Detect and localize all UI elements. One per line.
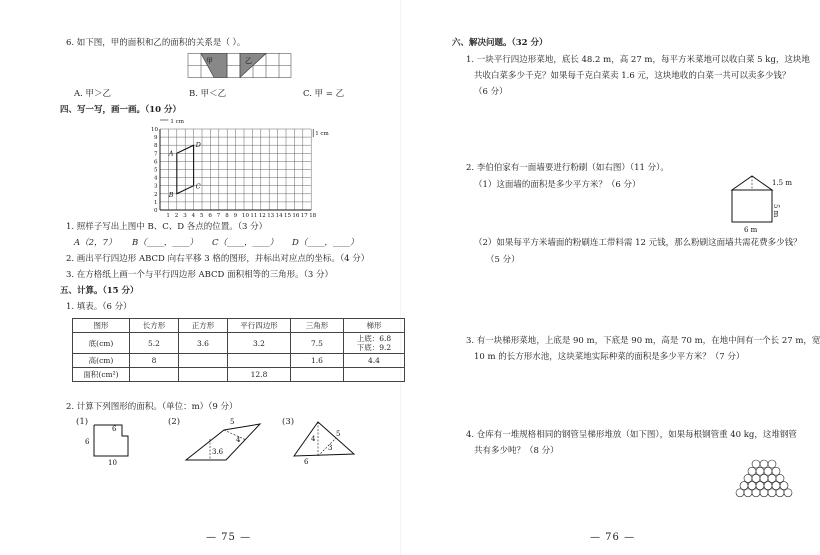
- table-header: 正方形: [179, 319, 228, 333]
- pipe: [756, 482, 764, 490]
- point-a-label: A: [168, 149, 174, 158]
- table-header: 三角形: [291, 319, 344, 333]
- figure-2-shape: [174, 412, 264, 466]
- table-cell[interactable]: [228, 354, 291, 368]
- fig3-side: 5: [336, 430, 341, 438]
- page-divider: [400, 0, 401, 555]
- q6-option-c: C. 甲 = 乙: [303, 89, 345, 99]
- table-header: 图形: [73, 319, 130, 333]
- section4-q3: 3. 在方格纸上画一个与平行四边形 ABCD 面积相等的三角形。（3 分）: [66, 270, 333, 280]
- pipe: [752, 460, 760, 468]
- pipe: [768, 489, 776, 497]
- pipe: [764, 482, 772, 490]
- pipe: [776, 474, 784, 482]
- y-tick-label: 7: [154, 151, 158, 158]
- r-q2-sub1: （1）这面墙的面积是多少平方米？（6 分）: [474, 180, 641, 190]
- y-tick-label: 5: [154, 167, 158, 174]
- fig1-bottom: 10: [108, 459, 117, 467]
- table-cell: 5.2: [130, 333, 179, 354]
- x-tick-label: 16: [292, 213, 300, 219]
- section5-q2: 2. 计算下列图形的面积。（单位：m）（9 分）: [66, 402, 238, 412]
- section4-q1: 1. 照样子写出上图中 B、C、D 各点的位置。（3 分）: [66, 222, 268, 232]
- y-tick-label: 1: [154, 199, 158, 206]
- pipe: [784, 489, 792, 497]
- label-yi: 乙: [245, 57, 252, 65]
- point-d-label: D: [195, 141, 201, 150]
- table-cell: 底(cm): [73, 333, 130, 354]
- fig1-left: 6: [85, 438, 90, 446]
- table-header: 平行四边形: [228, 319, 291, 333]
- y-tick-label: 0: [154, 208, 158, 214]
- figure-1-shape: [84, 420, 154, 466]
- r-q2-sub2: （2）如果每平方米墙面的粉刷连工带料需 12 元钱，那么粉刷这面墙共需花费多少钱？: [474, 238, 802, 248]
- table-cell: 8: [130, 354, 179, 368]
- x-tick-label: 14: [275, 213, 283, 219]
- y-tick-label: 9: [154, 135, 158, 142]
- x-tick-label: 2: [174, 213, 179, 219]
- table-cell[interactable]: [179, 368, 228, 382]
- x-tick-label: 1: [166, 213, 170, 219]
- pipe-stack-figure: [730, 456, 798, 510]
- y-tick-label: 3: [154, 183, 158, 190]
- fill-table: [72, 318, 405, 382]
- x-tick-label: 12: [258, 213, 266, 219]
- section5-q1: 1. 填表。（6 分）: [66, 302, 132, 312]
- label-jia: 甲: [206, 57, 213, 65]
- r-q1-line3: （6 分）: [474, 87, 508, 97]
- x-tick-label: 18: [309, 213, 317, 219]
- r-q4-line2: 共有多少吨？（8 分）: [474, 446, 559, 456]
- y-tick-label: 10: [151, 127, 158, 133]
- y-tick-label: 2: [154, 191, 158, 198]
- pipe: [752, 474, 760, 482]
- table-cell: 3.2: [228, 333, 291, 354]
- pipe: [748, 467, 756, 475]
- fig2-label: (2): [168, 417, 181, 427]
- section5-title: 五、计算。（15 分）: [60, 286, 139, 296]
- fig1-top: 6: [112, 425, 117, 433]
- pipe: [768, 460, 776, 468]
- x-tick-label: 15: [284, 213, 291, 219]
- x-tick-label: 5: [200, 213, 204, 219]
- r-q2-sub2-score: （5 分）: [486, 255, 520, 265]
- table-cell: 12.8: [228, 368, 291, 382]
- coordinate-grid: [144, 118, 329, 220]
- pipe: [772, 467, 780, 475]
- r-q1-line1: 1. 一块平行四边形菜地，底长 48.2 m，高 27 m，每平方米菜地可以收白菜 5 kg，这块地: [466, 55, 810, 65]
- pipe: [744, 489, 752, 497]
- pipe: [772, 482, 780, 490]
- section4-title: 四、写一写，画一画。（10 分）: [60, 105, 182, 115]
- fig3-base: 6: [304, 458, 309, 466]
- section6-title: 六、解决问题。（32 分）: [452, 38, 548, 48]
- table-header: 梯形: [344, 319, 405, 333]
- x-tick-label: 8: [225, 213, 229, 219]
- fig2-top: 5: [230, 418, 235, 426]
- wall-width: 6 m: [744, 226, 758, 234]
- table-cell: 1.6: [291, 354, 344, 368]
- wall-roof-height: 1.5 m: [772, 179, 792, 187]
- pipe: [748, 482, 756, 490]
- x-tick-label: 3: [183, 213, 187, 219]
- pipe: [752, 489, 760, 497]
- table-header: 长方形: [130, 319, 179, 333]
- table-cell[interactable]: [291, 368, 344, 382]
- q6-option-b: B. 甲＜乙: [189, 89, 227, 99]
- table-cell: 上底：6.8 下底：9.2: [344, 333, 405, 354]
- q6-text: 6. 如下图，甲的面积和乙的面积的关系是（ ）。: [66, 38, 246, 48]
- pipe: [760, 474, 768, 482]
- x-tick-label: 9: [233, 213, 238, 219]
- q6-figure: [188, 53, 292, 79]
- y-tick-label: 6: [154, 159, 158, 166]
- pipe: [760, 460, 768, 468]
- x-tick-label: 11: [250, 213, 258, 219]
- fig2-height: 3.6: [212, 448, 224, 456]
- x-tick-label: 10: [242, 213, 249, 219]
- table-cell[interactable]: [344, 368, 405, 382]
- pipe: [768, 474, 776, 482]
- wall-figure: [726, 168, 796, 236]
- pipe: [756, 467, 764, 475]
- pipe: [740, 482, 748, 490]
- table-cell: 4.4: [344, 354, 405, 368]
- pipe: [776, 489, 784, 497]
- answer-b[interactable]: B（____，____）: [132, 238, 198, 248]
- point-b-label: B: [168, 190, 174, 199]
- x-tick-label: 7: [216, 213, 221, 219]
- y-tick-label: 8: [154, 143, 158, 150]
- x-tick-label: 6: [208, 213, 212, 219]
- pipe: [780, 482, 788, 490]
- fig2-side: 4: [236, 436, 241, 444]
- table-cell: 面积(cm²): [73, 368, 130, 382]
- unit-label-right: 1 cm: [315, 131, 329, 137]
- x-tick-label: 13: [267, 213, 275, 219]
- table-cell: 7.5: [291, 333, 344, 354]
- page-number-right: — 76 —: [590, 532, 636, 543]
- table-cell: 高(cm): [73, 354, 130, 368]
- x-tick-label: 17: [300, 213, 308, 219]
- table-cell[interactable]: [130, 368, 179, 382]
- r-q2-line1: 2. 李伯伯家有一面墙要进行粉刷（如右图）（11 分）。: [466, 163, 669, 173]
- answer-d[interactable]: D（____，____）: [292, 238, 359, 248]
- unit-label-top: 1 cm: [170, 119, 184, 125]
- y-tick-label: 4: [154, 175, 158, 182]
- r-q3-line2: 10 m 的长方形水池，这块菜地实际种菜的面积是多少平方米？（7 分）: [474, 352, 745, 362]
- point-c-label: C: [195, 182, 201, 191]
- table-cell: 3.6: [179, 333, 228, 354]
- wall-height: 5 m: [772, 204, 780, 218]
- r-q1-line2: 共收白菜多少千克？如果每千克白菜卖 1.6 元，这块地收的白菜一共可以卖多少钱？: [474, 71, 791, 81]
- fig3-label: (3): [282, 417, 295, 427]
- page-number-left: — 75 —: [206, 532, 252, 543]
- pipe: [736, 489, 744, 497]
- r-q4-line1: 4. 仓库有一堆规格相同的钢管呈梯形堆放（如下图），如果每根钢管重 40 kg，这堆钢管: [466, 430, 797, 440]
- fig1-label: (1): [76, 417, 89, 427]
- section4-q2: 2. 画出平行四边形 ABCD 向右平移 3 格的图形，并标出对应点的坐标。（4 分）: [66, 254, 370, 264]
- pipe: [760, 489, 768, 497]
- r-q3-line1: 3. 有一块梯形菜地，上底是 90 m，下底是 90 m，高是 70 m，在地中间有一个长 27 m，宽: [466, 336, 820, 346]
- x-tick-label: 4: [191, 213, 196, 219]
- figure-3-shape: [290, 414, 370, 466]
- q6-option-a: A. 甲＞乙: [74, 89, 112, 99]
- table-cell[interactable]: [179, 354, 228, 368]
- answer-c[interactable]: C（____，____）: [212, 238, 279, 248]
- answer-a: A（2，7）: [74, 238, 117, 248]
- fig3-h: 4: [311, 435, 316, 443]
- fig3-inner: 3: [328, 444, 333, 452]
- pipe: [764, 467, 772, 475]
- pipe: [744, 474, 752, 482]
